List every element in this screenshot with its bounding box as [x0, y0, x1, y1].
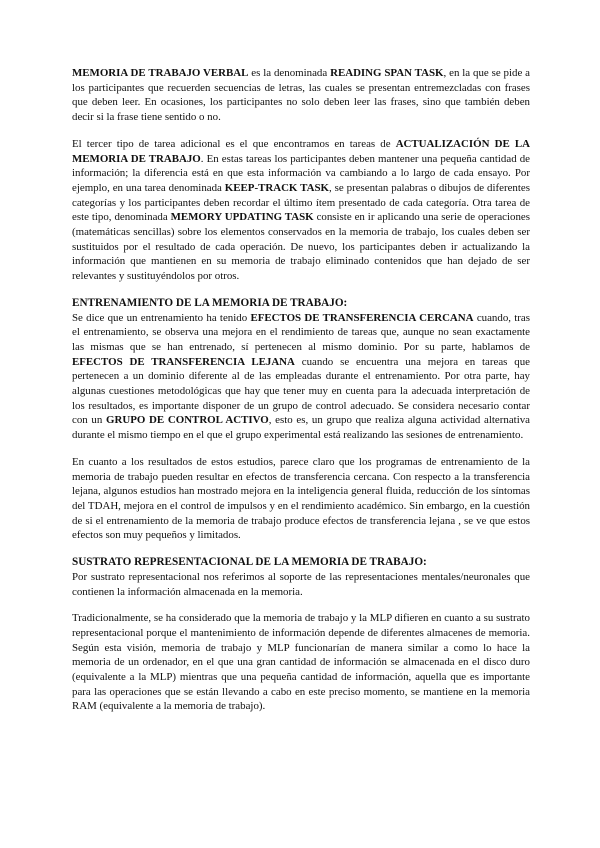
- heading-entrenamiento: ENTRENAMIENTO DE LA MEMORIA DE TRABAJO:: [72, 296, 348, 309]
- spacer: [72, 284, 530, 296]
- text: es la denominada: [248, 67, 331, 79]
- paragraph-transfer-effects: [72, 311, 530, 443]
- text: cuando, tras el entrenamiento, se observa una mejora en el rendimiento de tareas que, aunque no sean exactamente las mismas que se han entrenado, sí pertenecen al mismo dominio. Por su parte, hablamos de: [72, 311, 531, 353]
- spacer: [72, 125, 530, 137]
- paragraph-substrate-definition: Por sustrato representacional nos referimos al soporte de las representaciones mentales/neuronales que contienen la información almacenada en la memoria.: [72, 570, 530, 598]
- paragraph-verbal-working-memory: [72, 66, 530, 125]
- spacer: [72, 443, 530, 455]
- text: consiste en ir aplicando una serie de operaciones (matemáticas sencillas) sobre los elementos conservados en la memoria de trabajo, los cuales deben ser sustituidos por el resultado de cada operación. De nuevo, los participantes deben ir actualizando la información que mantienen en su memoria de trabajo eliminado contenidos que han dejado de ser relevantes y sustituyéndolos por otros.: [72, 211, 530, 283]
- term-actualizacion: ACTUALIZACIÓN DE LA MEMORIA DE TRABAJO: [72, 137, 530, 165]
- spacer: [72, 599, 530, 611]
- text: , se presentan palabras o dibujos de diferentes categorías y los participantes deben recordar el último ítem presentado de cada categoría. Otra tarea de este tipo, denominada: [72, 181, 530, 224]
- text: , esto es, un grupo que realiza alguna actividad alternativa durante el mismo tiempo en el que el grupo experimental está realizando las sesiones de entrenamiento.: [72, 414, 531, 442]
- term-reading-span-task: READING SPAN TASK: [330, 67, 444, 79]
- term-memory-updating-task: MEMORY UPDATING TASK: [170, 211, 314, 224]
- paragraph-traditional-view: Tradicionalmente, se ha considerado que la memoria de trabajo y la MLP difieren en cuanto a su sustrato representacional porque el mantenimiento de información depende de diferentes almacenes de memoria. Según esta visión, memoria de trabajo y MLP funcionarían de manera similar a como lo hace la memoria de un ordenador, en el que una gran cantidad de información se almacenada en el disco duro (equivalente a la MLP) mientras que una pequeña cantidad de información, aquella que es importante para las operaciones que se están llevando a cabo en este preciso momento, se mantiene en la memoria RAM (equivalente a la memoria de trabajo).: [72, 612, 530, 713]
- term-transferencia-lejana: EFECTOS DE TRANSFERENCIA LEJANA: [72, 355, 295, 368]
- term-memoria-trabajo-verbal: MEMORIA DE TRABAJO VERBAL: [72, 67, 249, 79]
- document-body: [72, 66, 530, 714]
- heading-sustrato: SUSTRATO REPRESENTACIONAL DE LA MEMORIA DE TRABAJO:: [72, 556, 427, 569]
- text: El tercer tipo de tarea adicional es el que encontramos en tareas de: [72, 137, 396, 150]
- paragraph-updating-tasks: [72, 137, 530, 284]
- term-grupo-control-activo: GRUPO DE CONTROL ACTIVO: [106, 414, 269, 427]
- term-keep-track-task: KEEP-TRACK TASK: [224, 181, 329, 194]
- paragraph-training-results: En cuanto a los resultados de estos estudios, parece claro que los programas de entrenamiento de la memoria de trabajo pueden resultar en efectos de transferencia cercana. Con respecto a la transferencia lejana, algunos estudios han mostrado mejora en la inteligencia general fluida, reducción de los síntomas del TDAH, mejora en el control de impulsos y en el rendimiento académico. Sin embargo, en la cuestión de si el entrenamiento de la memoria de trabajo produce efectos de transferencia lejana , se ve que estos efectos son muy pequeños y limitados.: [72, 455, 530, 542]
- spacer: [72, 543, 530, 555]
- text: Se dice que un entrenamiento ha tenido: [72, 311, 251, 324]
- term-transferencia-cercana: EFECTOS DE TRANSFERENCIA CERCANA: [250, 311, 474, 324]
- text: . En estas tareas los participantes deben mantener una pequeña cantidad de información; la diferencia está en que esta información va cambiando a lo largo de cada ensayo. Por ejemplo, en una tarea denominada: [72, 152, 531, 194]
- text: , en la que se pide a los participantes que recuerden secuencias de letras, las cuales se presentan entremezcladas con frases que deben leer. En ocasiones, los participantes no solo deben leer las frases, sino que también deben decir si la frase tiene sentido o no.: [72, 67, 530, 124]
- text: cuando se encuentra una mejora en tareas que pertenecen a un dominio diferente al de las empleadas durante el entrenamiento. Por otra parte, hay algunas cuestiones metodológicas que hay que tener muy en cuenta para la adecuada interpretación de los resultados, es importante disponer de un grupo de control adecuado. Se considera necesario contar con un: [72, 355, 531, 427]
